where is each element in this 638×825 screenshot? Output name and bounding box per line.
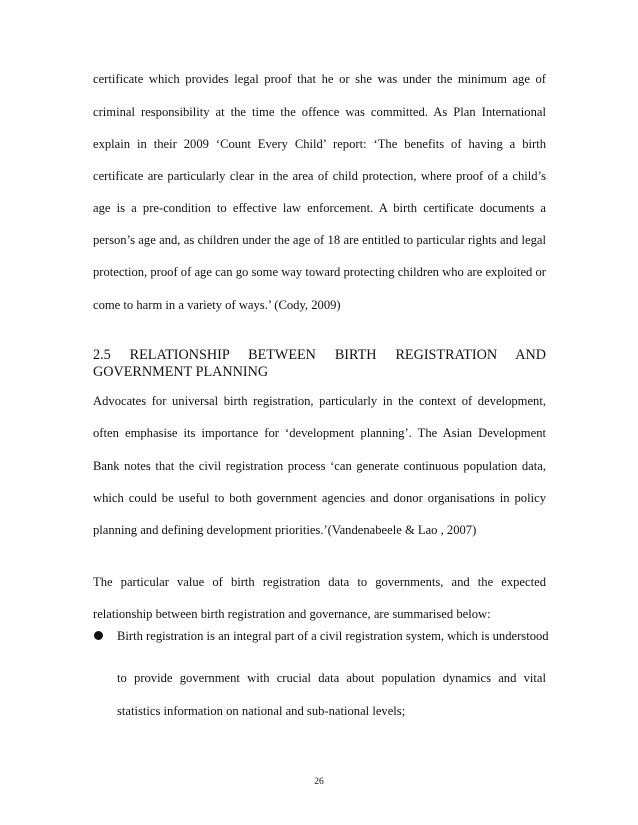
page-number: 26 bbox=[314, 777, 324, 787]
text-line: planning and defining development priorities.’(Vandenabeele & Lao , 2007) bbox=[93, 523, 477, 537]
text-line: explain in their 2009 ‘Count Every Child’ report: ‘The benefits of having a birth bbox=[93, 137, 546, 151]
text-line: Advocates for universal birth registration, particularly in the context of development, bbox=[93, 394, 546, 408]
text-line: relationship between birth registration and governance, are summarised below: bbox=[93, 607, 491, 621]
heading-line: GOVERNMENT PLANNING bbox=[93, 364, 269, 380]
text-line: often emphasise its importance for ‘development planning’. The Asian Development bbox=[93, 426, 546, 440]
text-line: certificate which provides legal proof that he or she was under the minimum age of bbox=[93, 72, 546, 86]
text-line: criminal responsibility at the time the offence was committed. As Plan International bbox=[93, 105, 546, 119]
text-line: certificate are particularly clear in the area of child protection, where proof of a child’s bbox=[93, 169, 546, 183]
text-line: to provide government with crucial data about population dynamics and vital bbox=[117, 671, 546, 685]
text-line: Birth registration is an integral part of a civil registration system, which is understood bbox=[117, 629, 549, 643]
text-line: come to harm in a variety of ways.’ (Cody, 2009) bbox=[93, 298, 341, 312]
heading-line: 2.5 RELATIONSHIP BETWEEN BIRTH REGISTRATION AND bbox=[93, 347, 546, 363]
text-line: Bank notes that the civil registration process ‘can generate continuous population data, bbox=[93, 459, 546, 473]
text-line: which could be useful to both government agencies and donor organisations in policy bbox=[93, 491, 546, 505]
text-line: protection, proof of age can go some way toward protecting children who are exploited or bbox=[93, 265, 546, 279]
text-line: statistics information on national and sub-national levels; bbox=[117, 704, 406, 718]
text-line: The particular value of birth registration data to governments, and the expected bbox=[93, 575, 546, 589]
bullet-dot-icon bbox=[94, 631, 103, 640]
text-line: person’s age and, as children under the age of 18 are entitled to particular rights and legal bbox=[93, 233, 546, 247]
text-line: age is a pre-condition to effective law enforcement. A birth certificate documents a bbox=[93, 201, 546, 215]
